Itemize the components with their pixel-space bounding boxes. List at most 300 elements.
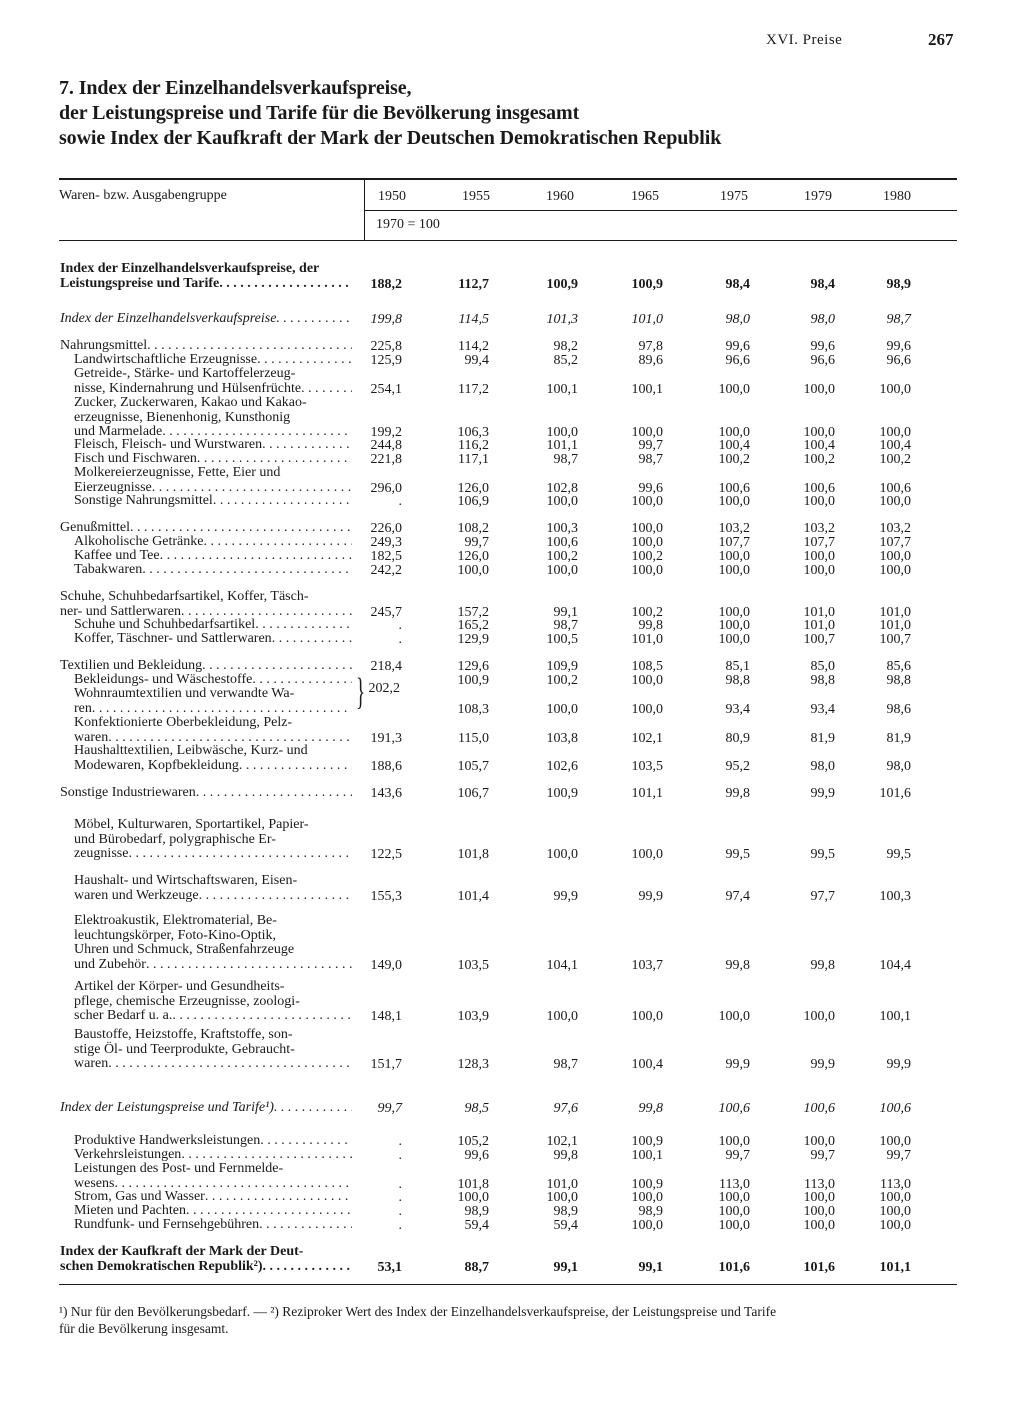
value-cell: 99,9 bbox=[725, 1057, 750, 1072]
row-label-text: Index der Leistungspreise und Tarife¹) bbox=[60, 1100, 274, 1115]
value-cell: 98,5 bbox=[464, 1101, 489, 1116]
row-label bbox=[74, 980, 352, 1024]
row-label bbox=[74, 914, 352, 972]
value-cell: 85,0 bbox=[810, 659, 835, 674]
value-cell: . bbox=[398, 1176, 402, 1192]
value-cell: 104,1 bbox=[546, 957, 578, 973]
leader-dots bbox=[239, 759, 352, 774]
value-cell: 101,8 bbox=[457, 847, 489, 862]
footnote bbox=[59, 1303, 959, 1337]
value-cell: 182,5 bbox=[370, 549, 402, 564]
row-label bbox=[74, 874, 352, 903]
value-cell: 100,0 bbox=[718, 425, 750, 440]
value-cell: . bbox=[398, 1134, 402, 1149]
year-header: 1965 bbox=[631, 189, 659, 204]
leader-dots bbox=[272, 632, 352, 647]
value-cell: 188,2 bbox=[370, 276, 402, 292]
leader-dots bbox=[142, 563, 352, 578]
row-label bbox=[60, 1245, 352, 1274]
value-cell: 96,6 bbox=[725, 353, 750, 368]
value-cell: 100,0 bbox=[718, 632, 750, 647]
row-label-line bbox=[74, 1218, 352, 1233]
leader-dots bbox=[276, 312, 352, 327]
value-cell: 100,6 bbox=[718, 1101, 750, 1116]
row-label-line bbox=[74, 818, 352, 833]
value-cell: 100,0 bbox=[718, 618, 750, 633]
row-label-line bbox=[74, 1162, 352, 1177]
row-label bbox=[74, 494, 352, 509]
value-cell: 100,0 bbox=[803, 1134, 835, 1149]
row-label-text: waren bbox=[74, 729, 109, 745]
value-cell: 100,9 bbox=[631, 1176, 663, 1192]
value-cell: . bbox=[398, 494, 402, 509]
value-cell: 249,3 bbox=[370, 535, 402, 550]
value-cell: 100,3 bbox=[879, 888, 911, 904]
row-label-text: wesens bbox=[74, 1175, 115, 1191]
value-cell: 114,5 bbox=[458, 312, 489, 327]
row-label-text: Bekleidungs- und Wäschestoffe bbox=[74, 672, 253, 687]
value-cell: 100,2 bbox=[546, 673, 578, 688]
row-label bbox=[74, 396, 352, 440]
row-label-text: Kaffee und Tee bbox=[74, 548, 160, 563]
value-cell: 103,5 bbox=[631, 758, 663, 774]
value-cell: 103,2 bbox=[718, 521, 750, 536]
row-label bbox=[74, 632, 352, 647]
row-label-text: pflege, chemische Erzeugnisse, zoologi- bbox=[74, 993, 300, 1009]
value-cell: 99,8 bbox=[810, 957, 835, 973]
value-cell: 102,1 bbox=[546, 1134, 578, 1149]
row-label-text: waren und Werkzeuge bbox=[74, 887, 199, 903]
value-cell: . bbox=[398, 1190, 402, 1205]
value-cell: 100,0 bbox=[546, 563, 578, 578]
value-cell: 126,0 bbox=[457, 480, 489, 496]
row-label-text: Leistungspreise und Tarife bbox=[60, 275, 220, 291]
row-label-text: Index der Kaufkraft der Mark der Deut- bbox=[60, 1244, 304, 1259]
value-cell: 100,2 bbox=[631, 604, 663, 620]
value-cell: 99,8 bbox=[638, 1101, 663, 1116]
value-cell: 100,4 bbox=[803, 438, 835, 453]
value-cell: 100,0 bbox=[631, 494, 663, 509]
footnote-line: für die Bevölkerung insgesamt. bbox=[59, 1321, 229, 1336]
value-cell: 100,4 bbox=[879, 438, 911, 453]
value-cell: 100,1 bbox=[631, 381, 663, 397]
value-cell: 101,0 bbox=[546, 1176, 578, 1192]
value-cell: 105,2 bbox=[457, 1134, 489, 1149]
row-label-line bbox=[74, 1028, 352, 1043]
value-cell: 244,8 bbox=[370, 438, 402, 453]
value-cell: 100,9 bbox=[631, 276, 663, 292]
row-label-text: Haushalttextilien, Leibwäsche, Kurz- und bbox=[74, 743, 308, 758]
running-head: XVI. Preise bbox=[766, 32, 843, 48]
value-cell: 99,6 bbox=[886, 339, 911, 354]
value-cell: 100,3 bbox=[546, 521, 578, 536]
value-cell: 98,2 bbox=[553, 339, 578, 354]
value-cell: 98,4 bbox=[810, 276, 835, 292]
row-label-text: Produktive Handwerksleistungen bbox=[74, 1133, 261, 1148]
value-cell: 99,7 bbox=[886, 1148, 911, 1163]
value-cell: 99,7 bbox=[638, 438, 663, 453]
value-cell: 95,2 bbox=[725, 758, 750, 774]
leader-dots bbox=[203, 535, 352, 550]
value-cell: 129,6 bbox=[457, 659, 489, 674]
value-cell: 59,4 bbox=[464, 1218, 489, 1233]
value-cell: 100,0 bbox=[718, 1218, 750, 1233]
value-cell: 101,0 bbox=[879, 618, 911, 633]
row-label-line bbox=[74, 1043, 352, 1058]
value-cell: 100,5 bbox=[546, 632, 578, 647]
row-label-line bbox=[74, 716, 352, 731]
value-cell: 102,1 bbox=[631, 730, 663, 746]
value-cell: 98,8 bbox=[725, 673, 750, 688]
row-label-line bbox=[74, 929, 352, 944]
row-label-line bbox=[60, 1245, 352, 1260]
row-label-text: Fleisch, Fleisch- und Wurstwaren bbox=[74, 437, 263, 452]
value-cell: 100,0 bbox=[546, 1190, 578, 1205]
value-cell: 101,1 bbox=[879, 1259, 911, 1275]
row-label-text: Getreide-, Stärke- und Kartoffelerzeug- bbox=[74, 366, 296, 381]
row-label-text: Zucker, Zuckerwaren, Kakao und Kakao- bbox=[74, 395, 307, 410]
value-cell: 105,7 bbox=[457, 758, 489, 774]
value-cell: 99,5 bbox=[886, 847, 911, 862]
leader-dots bbox=[274, 1101, 352, 1116]
merged-value: 202,2 bbox=[368, 681, 400, 696]
value-cell: . bbox=[398, 1148, 402, 1163]
value-cell: 100,0 bbox=[718, 549, 750, 564]
row-label bbox=[74, 1028, 352, 1072]
row-label-line bbox=[74, 382, 352, 397]
value-cell: 199,2 bbox=[370, 425, 402, 440]
value-cell: 151,7 bbox=[370, 1057, 402, 1072]
value-cell: 98,7 bbox=[553, 618, 578, 633]
row-label bbox=[74, 744, 352, 773]
value-cell: 106,9 bbox=[457, 494, 489, 509]
value-cell: 96,6 bbox=[810, 353, 835, 368]
value-cell: 98,0 bbox=[810, 758, 835, 774]
value-cell: 100,0 bbox=[879, 494, 911, 509]
row-label-text: und Zubehör bbox=[74, 956, 146, 972]
year-header: 1975 bbox=[720, 189, 748, 204]
value-cell: 93,4 bbox=[725, 701, 750, 717]
value-cell: 100,0 bbox=[879, 381, 911, 397]
row-label-text: und Marmelade bbox=[74, 424, 163, 439]
row-label bbox=[74, 1218, 352, 1233]
row-label-line bbox=[74, 874, 352, 889]
value-cell: 98,7 bbox=[886, 312, 911, 327]
value-cell: 100,0 bbox=[631, 847, 663, 862]
value-cell: 101,0 bbox=[803, 604, 835, 620]
value-cell: 129,9 bbox=[457, 632, 489, 647]
value-cell: 99,9 bbox=[886, 1057, 911, 1072]
row-label-text: Haushalt- und Wirtschaftswaren, Eisen- bbox=[74, 873, 298, 888]
value-cell: 98,4 bbox=[725, 276, 750, 292]
row-label-line bbox=[74, 744, 352, 759]
leader-dots bbox=[219, 277, 352, 292]
row-label-line bbox=[74, 466, 352, 481]
value-cell: 157,2 bbox=[457, 604, 489, 620]
value-cell: 99,6 bbox=[638, 480, 663, 496]
row-label-text: Elektroakustik, Elektromaterial, Be- bbox=[74, 913, 277, 928]
value-cell: 100,0 bbox=[718, 1190, 750, 1205]
value-cell: 100,0 bbox=[631, 563, 663, 578]
value-cell: 101,3 bbox=[546, 312, 578, 327]
value-cell: 100,9 bbox=[546, 786, 578, 801]
row-label-text: Sonstige Industriewaren bbox=[60, 785, 196, 800]
row-label-text: Strom, Gas und Wasser bbox=[74, 1189, 205, 1204]
row-label-text: Baustoffe, Heizstoffe, Kraftstoffe, son- bbox=[74, 1027, 293, 1042]
value-cell: 99,9 bbox=[553, 888, 578, 904]
value-cell: 81,9 bbox=[810, 730, 835, 746]
value-cell: 103,9 bbox=[457, 1009, 489, 1024]
value-cell: 99,8 bbox=[638, 618, 663, 633]
row-label-text: Index der Einzelhandelsverkaufspreise bbox=[60, 311, 277, 326]
value-cell: 100,0 bbox=[879, 549, 911, 564]
value-cell: 149,0 bbox=[370, 957, 402, 973]
year-header: 1980 bbox=[883, 189, 911, 204]
row-label-line bbox=[60, 277, 352, 292]
value-cell: 100,0 bbox=[718, 1009, 750, 1024]
row-label bbox=[60, 1101, 352, 1116]
row-label-text: Mieten und Pachten bbox=[74, 1203, 186, 1218]
value-cell: 100,0 bbox=[879, 563, 911, 578]
value-cell: 165,2 bbox=[457, 618, 489, 633]
value-cell: 98,9 bbox=[464, 1204, 489, 1219]
value-cell: 98,9 bbox=[638, 1204, 663, 1219]
row-label-text: nisse, Kindernahrung und Hülsenfrüchte bbox=[74, 380, 302, 396]
row-label-line bbox=[60, 1101, 352, 1116]
value-cell: 155,3 bbox=[370, 888, 402, 904]
leader-dots bbox=[199, 889, 352, 904]
row-label-line bbox=[74, 980, 352, 995]
value-cell: 109,9 bbox=[546, 659, 578, 674]
leader-dots bbox=[262, 438, 352, 453]
row-label-text: Schuhe, Schuhbedarfsartikel, Koffer, Täsch- bbox=[60, 589, 309, 604]
row-label-text: Leistungen des Post- und Fernmelde- bbox=[74, 1161, 284, 1176]
value-cell: 100,2 bbox=[803, 452, 835, 467]
year-header: 1955 bbox=[462, 189, 490, 204]
value-cell: 101,1 bbox=[631, 786, 663, 801]
value-cell: 100,0 bbox=[718, 1134, 750, 1149]
value-cell: 242,2 bbox=[370, 563, 402, 578]
row-label-text: zeugnisse bbox=[74, 846, 129, 861]
row-label-line bbox=[74, 411, 352, 426]
value-cell: 128,3 bbox=[457, 1057, 489, 1072]
value-cell: 108,2 bbox=[457, 521, 489, 536]
value-cell: 99,6 bbox=[810, 339, 835, 354]
row-label-line bbox=[60, 1260, 352, 1275]
row-label-line bbox=[74, 1009, 352, 1024]
top-rule bbox=[59, 178, 957, 180]
value-cell: 100,0 bbox=[879, 1134, 911, 1149]
value-cell: . bbox=[398, 1218, 402, 1233]
row-label-text: erzeugnisse, Bienenhonig, Kunsthonig bbox=[74, 409, 291, 425]
row-label-text: ner- und Sattlerwaren bbox=[60, 603, 182, 619]
title-line: der Leistungspreise und Tarife für die Bevölkerung insgesamt bbox=[59, 102, 580, 124]
value-cell: 98,0 bbox=[886, 758, 911, 774]
value-cell: 106,3 bbox=[457, 425, 489, 440]
leader-dots bbox=[263, 1260, 352, 1275]
row-label-line bbox=[74, 958, 352, 973]
value-cell: 85,1 bbox=[725, 659, 750, 674]
value-cell: 100,7 bbox=[803, 632, 835, 647]
value-cell: 113,0 bbox=[880, 1176, 911, 1192]
value-cell: 53,1 bbox=[377, 1259, 402, 1275]
year-header: 1979 bbox=[804, 189, 832, 204]
value-cell: 100,0 bbox=[546, 847, 578, 862]
value-cell: 101,0 bbox=[803, 618, 835, 633]
value-cell: 100,0 bbox=[803, 1009, 835, 1024]
row-label-text: Schuhe und Schuhbedarfsartikel bbox=[74, 617, 256, 632]
bottom-rule bbox=[59, 1284, 957, 1285]
row-label-line bbox=[74, 396, 352, 411]
value-cell: 98,8 bbox=[886, 673, 911, 688]
value-cell: 100,6 bbox=[803, 480, 835, 496]
value-cell: 100,0 bbox=[718, 381, 750, 397]
row-label-text: ren bbox=[74, 700, 92, 716]
value-cell: 100,0 bbox=[879, 1190, 911, 1205]
value-cell: 218,4 bbox=[370, 659, 402, 674]
value-cell: 100,0 bbox=[631, 521, 663, 536]
value-cell: 100,0 bbox=[457, 1190, 489, 1205]
value-cell: 99,6 bbox=[725, 339, 750, 354]
value-cell: 96,6 bbox=[886, 353, 911, 368]
value-cell: 101,6 bbox=[718, 1259, 750, 1275]
row-label-text: und Bürobedarf, polygraphische Er- bbox=[74, 831, 276, 847]
value-cell: 117,2 bbox=[458, 381, 489, 397]
value-cell: . bbox=[398, 618, 402, 633]
value-cell: 99,5 bbox=[810, 847, 835, 862]
value-cell: 100,0 bbox=[546, 425, 578, 440]
row-label bbox=[60, 590, 352, 619]
value-cell: 100,2 bbox=[718, 452, 750, 467]
value-cell: 103,2 bbox=[803, 521, 835, 536]
value-cell: 102,8 bbox=[546, 480, 578, 496]
row-label-line bbox=[74, 833, 352, 848]
row-label-text: Index der Einzelhandelsverkaufspreise, der bbox=[60, 261, 320, 276]
row-label-line bbox=[60, 590, 352, 605]
value-cell: 99,1 bbox=[553, 1259, 578, 1275]
row-label-text: Genußmittel bbox=[60, 520, 130, 535]
page-number: 267 bbox=[928, 30, 954, 49]
row-label bbox=[60, 262, 352, 291]
table-title bbox=[59, 76, 721, 151]
row-label bbox=[60, 312, 352, 327]
value-cell: 100,0 bbox=[803, 1204, 835, 1219]
value-cell: 226,0 bbox=[370, 521, 402, 536]
value-cell: 100,0 bbox=[718, 604, 750, 620]
brace-mark: } bbox=[356, 671, 366, 713]
row-label bbox=[74, 687, 352, 716]
row-label-text: schen Demokratischen Republik²) bbox=[60, 1258, 263, 1274]
value-cell: 104,4 bbox=[879, 957, 911, 973]
row-label-text: stige Öl- und Teerprodukte, Gebraucht- bbox=[74, 1041, 295, 1057]
value-cell: 100,0 bbox=[803, 494, 835, 509]
value-cell: 98,9 bbox=[886, 276, 911, 292]
value-cell: 98,9 bbox=[553, 1204, 578, 1219]
value-cell: 100,0 bbox=[879, 1218, 911, 1233]
value-cell: 221,8 bbox=[370, 452, 402, 467]
row-label-text: Textilien und Bekleidung bbox=[60, 658, 203, 673]
value-cell: 100,0 bbox=[803, 1218, 835, 1233]
row-label-text: Molkereierzeugnisse, Fette, Eier und bbox=[74, 465, 281, 480]
value-cell: 100,2 bbox=[546, 549, 578, 564]
value-cell: 88,7 bbox=[464, 1259, 489, 1275]
value-cell: 100,6 bbox=[546, 535, 578, 550]
row-label-text: Uhren und Schmuck, Straßenfahrzeuge bbox=[74, 942, 295, 957]
value-cell: 254,1 bbox=[370, 381, 402, 397]
value-cell: 98,6 bbox=[886, 701, 911, 717]
value-cell: 143,6 bbox=[370, 786, 402, 801]
row-label bbox=[74, 1162, 352, 1191]
value-cell: 81,9 bbox=[886, 730, 911, 746]
value-cell: 99,9 bbox=[810, 1057, 835, 1072]
value-cell: 102,6 bbox=[546, 758, 578, 774]
value-cell: 116,2 bbox=[458, 438, 489, 453]
footnote-line: ¹) Nur für den Bevölkerungsbedarf. — ²) Reziproker Wert des Index der Einzelhandelsverkaufspreise, der Leistungspreise und Tarife bbox=[59, 1304, 777, 1319]
value-cell: 100,0 bbox=[803, 563, 835, 578]
value-cell: 98,0 bbox=[810, 312, 835, 327]
value-cell: 98,7 bbox=[638, 452, 663, 467]
row-label-line bbox=[74, 1057, 352, 1072]
value-cell: 89,6 bbox=[638, 353, 663, 368]
value-cell: 85,6 bbox=[886, 659, 911, 674]
value-cell: 126,0 bbox=[457, 549, 489, 564]
row-label-line bbox=[60, 312, 352, 327]
value-cell: 99,7 bbox=[810, 1148, 835, 1163]
value-cell: 100,4 bbox=[718, 438, 750, 453]
value-cell: 101,6 bbox=[803, 1259, 835, 1275]
value-cell: 112,7 bbox=[458, 276, 489, 292]
value-cell: 100,0 bbox=[546, 701, 578, 717]
value-cell: 100,0 bbox=[457, 563, 489, 578]
leader-dots bbox=[146, 958, 352, 973]
row-label bbox=[74, 563, 352, 578]
value-cell: 100,0 bbox=[879, 425, 911, 440]
value-cell: 100,0 bbox=[546, 494, 578, 509]
leader-dots bbox=[160, 549, 352, 564]
value-cell: 100,0 bbox=[631, 673, 663, 688]
value-cell: 99,1 bbox=[638, 1259, 663, 1275]
value-cell: 100,0 bbox=[631, 1190, 663, 1205]
row-label bbox=[74, 716, 352, 745]
value-cell: 125,9 bbox=[370, 353, 402, 368]
leader-dots bbox=[172, 1009, 352, 1024]
row-label-text: Eierzeugnisse bbox=[74, 479, 152, 495]
value-cell: 99,9 bbox=[638, 888, 663, 904]
value-cell: 99,7 bbox=[377, 1101, 402, 1116]
value-cell: 245,7 bbox=[370, 604, 402, 620]
row-label-text: Nahrungsmittel bbox=[60, 338, 148, 353]
value-cell: 100,0 bbox=[631, 425, 663, 440]
value-cell: 100,6 bbox=[879, 1101, 911, 1116]
row-label bbox=[60, 786, 352, 801]
value-cell: 98,0 bbox=[725, 312, 750, 327]
value-cell: 99,6 bbox=[464, 1148, 489, 1163]
value-cell: 100,6 bbox=[718, 480, 750, 496]
value-cell: 98,8 bbox=[810, 673, 835, 688]
value-cell: 100,0 bbox=[803, 549, 835, 564]
value-cell: 99,5 bbox=[725, 847, 750, 862]
value-cell: 98,7 bbox=[553, 1057, 578, 1072]
value-cell: 296,0 bbox=[370, 480, 402, 496]
value-cell: 99,7 bbox=[725, 1148, 750, 1163]
leader-dots bbox=[196, 786, 352, 801]
value-cell: 107,7 bbox=[803, 535, 835, 550]
value-cell: 99,1 bbox=[553, 604, 578, 620]
row-label-line bbox=[74, 995, 352, 1010]
value-cell: 100,7 bbox=[879, 632, 911, 647]
value-cell: 113,0 bbox=[719, 1176, 750, 1192]
row-label-text: Fisch und Fischwaren bbox=[74, 451, 197, 466]
